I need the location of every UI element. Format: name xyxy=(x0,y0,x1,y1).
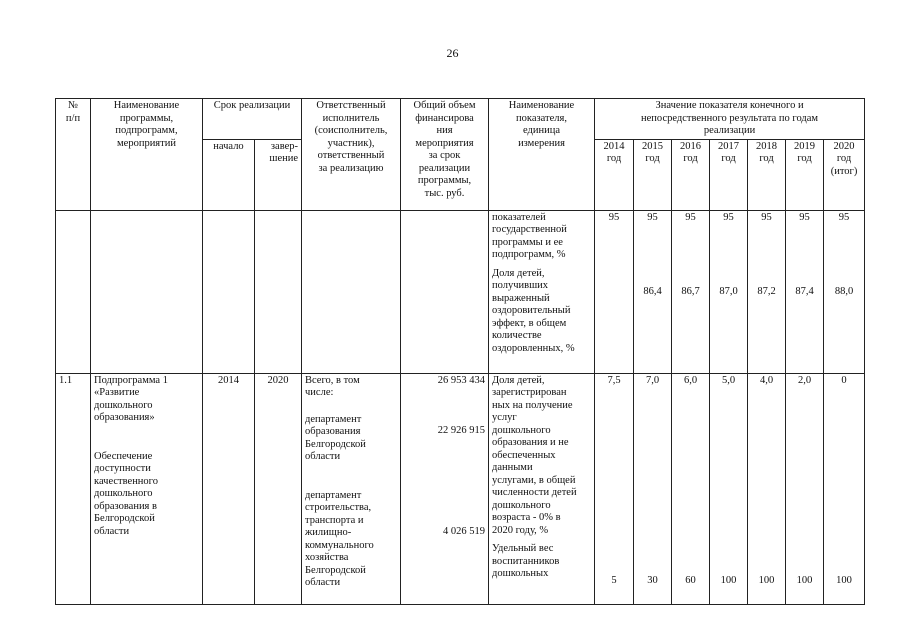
indicator-text: Удельный вес воспитанников дошкольных xyxy=(492,543,560,579)
subprogram-title: Подпрограмма 1 «Развитие дошкольного образования» xyxy=(94,374,168,423)
responsible-construction-dept: департамент строительства, транспорта и жилищно- коммунального хозяйства Белгородской области xyxy=(305,489,374,588)
value-cell-2019: 95 87,4 xyxy=(786,210,824,373)
activity-title: Обеспечение доступности качественного дошкольного образования в Белгородской области xyxy=(94,450,158,537)
header-year-2014: 2014 год xyxy=(595,139,634,210)
indicator-text: показателей государственной программы и ее подпрограмм, % xyxy=(492,211,567,260)
header-year-2017: 2017 год xyxy=(710,139,748,210)
value-cell-2017: 5,0 100 xyxy=(710,373,748,604)
cell-empty xyxy=(56,210,91,373)
value-cell-2014: 7,5 5 xyxy=(595,373,634,604)
row-number: 1.1 xyxy=(56,373,91,604)
responsible-education-dept: департамент образования Белгородской области xyxy=(305,413,366,462)
header-financing: Общий объем финансирова ния мероприятия за срок реализации программы, тыс. руб. xyxy=(401,99,489,211)
header-year-2020: 2020 год (итог) xyxy=(824,139,865,210)
cell-empty xyxy=(203,210,255,373)
start-year: 2014 xyxy=(203,373,255,604)
indicator-text: Доля детей, получивших выраженный оздоровительный эффект, в общем количестве оздоровленных, % xyxy=(492,267,575,354)
header-year-2018: 2018 год xyxy=(748,139,786,210)
header-number: № п/п xyxy=(56,99,91,211)
header-responsible: Ответственный исполнитель (соисполнитель, участник), ответственный за реализацию xyxy=(302,99,401,211)
cell-empty xyxy=(255,210,302,373)
indicator-text: Доля детей, зарегистрирован ных на получение услуг дошкольного образования и не обеспеченных данными услугами, в общей численности детей дошкольного возраста - 0% в 2020 году, % xyxy=(492,374,577,536)
header-period: Срок реализации xyxy=(203,99,302,140)
table-row xyxy=(56,210,865,373)
financing-education: 22 926 915 xyxy=(437,425,486,436)
indicator-cell xyxy=(489,373,595,604)
page-number: 26 xyxy=(446,46,459,60)
responsible-cell xyxy=(302,373,401,604)
cell-empty xyxy=(91,210,203,373)
value-cell-2014: 95 xyxy=(595,210,634,373)
value-cell-2015: 95 86,4 xyxy=(634,210,672,373)
financing-construction: 4 026 519 xyxy=(443,525,486,537)
value-cell-2016: 95 86,7 xyxy=(672,210,710,373)
header-program-name: Наименование программы, подпрограмм, мероприятий xyxy=(91,99,203,211)
value-cell-2018: 4,0 100 xyxy=(748,373,786,604)
header-year-2016: 2016 год xyxy=(672,139,710,210)
indicator-cell xyxy=(489,210,595,373)
end-year: 2020 xyxy=(255,373,302,604)
financing-total: 26 953 434 xyxy=(437,374,486,386)
value-cell-2015: 7,0 30 xyxy=(634,373,672,604)
program-name-cell xyxy=(91,373,203,604)
table-header-row xyxy=(56,99,865,140)
responsible-total: Всего, в том числе: xyxy=(305,374,360,398)
header-end: завер- шение xyxy=(255,139,302,210)
financing-cell xyxy=(401,373,489,604)
header-start: начало xyxy=(203,139,255,210)
program-table xyxy=(55,98,865,605)
value-cell-2016: 6,0 60 xyxy=(672,373,710,604)
header-year-2015: 2015 год xyxy=(634,139,672,210)
cell-empty xyxy=(302,210,401,373)
table-row xyxy=(56,373,865,604)
header-year-2019: 2019 год xyxy=(786,139,824,210)
header-values: Значение показателя конечного и непосредственного результата по годам реализации xyxy=(595,99,865,140)
value-cell-2020: 0 100 xyxy=(824,373,865,604)
value-cell-2017: 95 87,0 xyxy=(710,210,748,373)
value-cell-2019: 2,0 100 xyxy=(786,373,824,604)
value-cell-2020: 95 88,0 xyxy=(824,210,865,373)
value-cell-2018: 95 87,2 xyxy=(748,210,786,373)
cell-empty xyxy=(401,210,489,373)
header-indicator: Наименование показателя, единица измерения xyxy=(489,99,595,211)
